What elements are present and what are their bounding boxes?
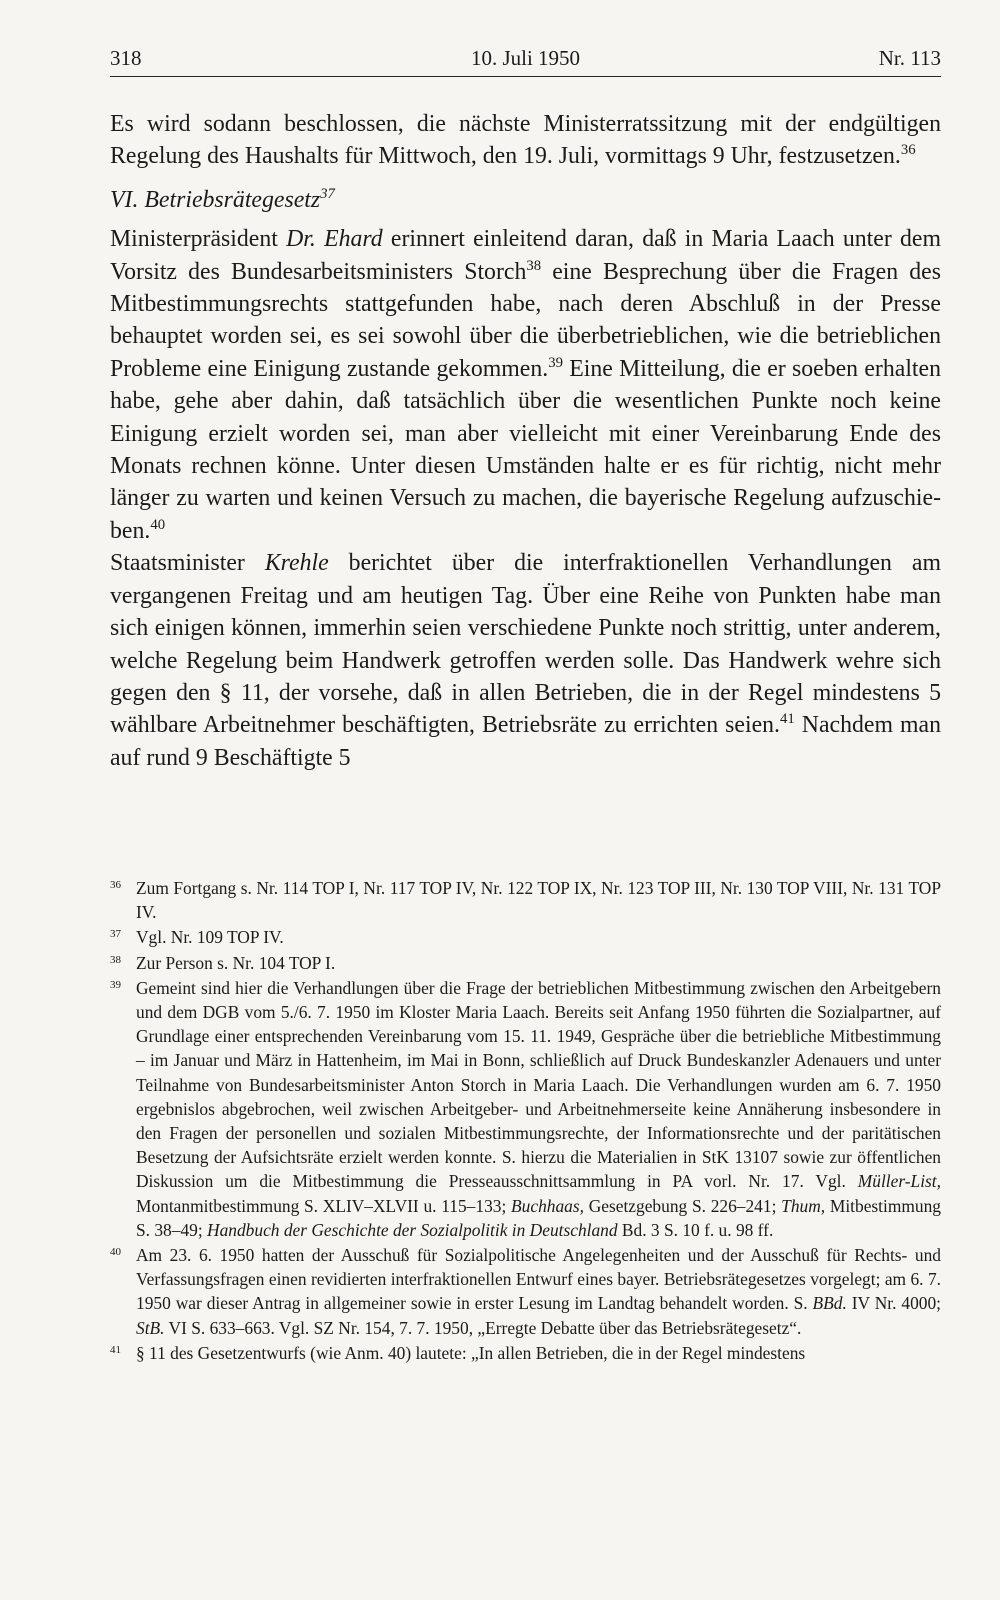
footnote-segment: Gesetzgebung S. 226–241; <box>583 1195 782 1216</box>
citation-title: Thum, <box>781 1195 826 1216</box>
document-number: Nr. 113 <box>878 46 941 70</box>
header-date: 10. Juli 1950 <box>470 46 581 70</box>
footnote-text <box>136 876 941 924</box>
speaker-name: Dr. Ehard <box>286 226 383 253</box>
footnote-38 <box>110 951 941 975</box>
footnote-number: 36 <box>110 879 121 891</box>
page-number: 318 <box>110 46 142 70</box>
footnote-ref-37[interactable]: 37 <box>320 185 335 202</box>
footnote-text <box>136 925 941 949</box>
footnote-segment: Vgl. Nr. 109 TOP IV. <box>136 927 284 948</box>
citation-title: StB. <box>136 1317 165 1338</box>
footnote-ref-41[interactable]: 41 <box>779 711 795 728</box>
footnote-segment: § 11 des Gesetzentwurfs (wie Anm. 40) lautete: „In allen Betrieben, die in der Regel mindestens <box>136 1342 806 1363</box>
footnote-segment: Am 23. 6. 1950 hatten der Ausschuß für Sozialpolitische Angelegenheiten und der Ausschuß für Rechts- und Verfassungsfragen einen revidierten interfraktionellen Entwurf eines bayer. Betriebsrätegesetzes vorgelegt; am 6. 7. 1950 war dieser Antrag in allgemeiner sowie in erster Lesung im Landtag behandelt worden. S. <box>136 1245 941 1314</box>
footnote-37 <box>110 925 941 949</box>
footnote-text <box>136 976 941 1242</box>
footnote-text <box>136 951 941 975</box>
citation-title: Müller-List, <box>857 1171 941 1192</box>
footnote-segment: Mitbestimmung S. 38–49; <box>136 1195 941 1240</box>
footnote-number: 38 <box>110 953 121 966</box>
footnote-text <box>136 1341 941 1365</box>
footnote-segment: IV Nr. 4000; <box>846 1293 941 1314</box>
paragraph-schedule: Es wird sodann beschlossen, die nächste Ministerratssitzung mit der endgültigen Regelung des Haushalts für Mittwoch, den 19. Juli, vormittags 9 Uhr, festzusetzen.$^{36}$ <box>110 111 941 170</box>
footnote-segment: VI S. 633–663. Vgl. SZ Nr. 154, 7. 7. 1950, „Erregte Debatte über das Betriebsrätegesetz“. <box>164 1317 802 1338</box>
footnote-segment: Gemeint sind hier die Verhandlungen über die Frage der betrieblichen Mitbestimmung zwischen den Arbeitgebern und dem DGB vom 5./6. 7. 1950 im Kloster Maria Laach. Bereits seit Anfang 1950 führten die Sozialpartner, auf Grundlage einer entsprechenden Vereinbarung vom 15. 11. 1949, Gespräche über die betriebliche Mitbestimmung – im Januar und März in Hattenheim, im Mai in Bonn, schließlich auf Druck Bundeskanzler Adenauers und unter Teilnahme von Bundesarbeitsminister Anton Storch in Maria Laach. Die Verhandlungen wurden am 6. 7. 1950 ergebnislos abgebrochen, weil zwischen Arbeitgeber- und Arbeitnehmerseite keine Annäherung insbesondere in den Fragen der personellen und sozialen Mitbestimmungsrechte, der Informationsrechte und der paritätischen Besetzung der Aufsichtsräte erzielt werden konnte. S. hierzu die Materialien in StK 13107 sowie zur öffentlichen Diskussion um die Mitbestimmung die Presseausschnittsammlung in PA vorl. Nr. 17. Vgl. <box>136 977 941 1192</box>
section-heading: VI. Betriebsrätegesetz$^{37}$ <box>110 185 335 213</box>
footnotes <box>110 876 941 1366</box>
running-header <box>110 40 941 77</box>
footnote-ref-38[interactable]: 38 <box>526 257 542 274</box>
footnote-number: 39 <box>110 978 121 991</box>
paragraph-ehard: Ministerpräsident Dr. Ehard erinnert einleitend daran, daß in Maria Laach unter dem Vorsitz des Bundesarbeitsministers Storch$^{38}$ eine Besprechung über die Fragen des Mitbestimmungsrechts stattgefunden habe, nach deren Abschluß in der Presse behauptet worden sei, es sei sowohl über die überbetrieblichen, wie die betrieblichen Probleme eine Einigung zustande gekommen.$^{39}$ Eine Mitteilung, die er soeben erhalten habe, gehe aber dahin, daß tatsächlich über die wesentlichen Punkte noch keine Einigung erzielt worden sei, man aber vielleicht mit einer Vereinbarung Ende des Monats rechnen könne. Unter diesen Umständen halte er es für richtig, nicht mehr länger zu warten und keinen Versuch zu machen, die bayerische Regelung aufzuschieben.$^{40}$ <box>110 226 942 544</box>
footnote-segment: Bd. 3 S. 10 f. u. 98 ff. <box>617 1219 774 1240</box>
footnote-segment: Montanmitbestimmung S. XLIV–XLVII u. 115–133; <box>136 1195 512 1216</box>
citation-title: Handbuch der Geschichte der Sozialpolitik in Deutschland <box>207 1219 618 1240</box>
footnote-segment: Zur Person s. Nr. 104 TOP I. <box>136 952 336 973</box>
citation-title: Buchhaas, <box>511 1195 584 1216</box>
footnote-41 <box>110 1341 941 1365</box>
footnote-39 <box>110 976 941 1242</box>
footnote-segment: Zum Fortgang s. Nr. 114 TOP I, Nr. 117 TOP IV, Nr. 122 TOP IX, Nr. 123 TOP III, Nr. 130 TOP VIII, Nr. 131 TOP IV. <box>136 878 941 923</box>
paragraph-krehle: Staatsminister Krehle berichtet über die interfraktionellen Verhandlungen am vergangenen Freitag und am heutigen Tag. Über eine Reihe von Punkten habe man sich einigen können, immerhin seien verschiedene Punkte noch strittig, unter anderem, welche Regelung beim Handwerk getroffen werden solle. Das Handwerk wehre sich gegen den § 11, der vorsehe, daß in allen Betrieben, die in der Regel mindestens 5 wählbare Arbeitnehmer beschäftigten, Betriebsräte zu errichten seien.$^{41}$ Nachdem man auf rund 9 Beschäftigte 5 <box>110 550 941 771</box>
footnote-number: 37 <box>110 928 121 941</box>
footnote-ref-39[interactable]: 39 <box>548 355 563 371</box>
footnote-number: 41 <box>110 1343 121 1356</box>
footnote-number: 40 <box>110 1246 121 1259</box>
footnote-text <box>136 1243 941 1340</box>
footnote-40 <box>110 1243 941 1340</box>
footnote-ref-40[interactable]: 40 <box>150 517 166 534</box>
speaker-name: Krehle <box>264 550 329 577</box>
citation-title: BBd. <box>812 1293 847 1314</box>
footnote-36 <box>110 876 941 924</box>
footnote-ref-36[interactable]: 36 <box>900 142 916 159</box>
main-text <box>110 108 941 774</box>
